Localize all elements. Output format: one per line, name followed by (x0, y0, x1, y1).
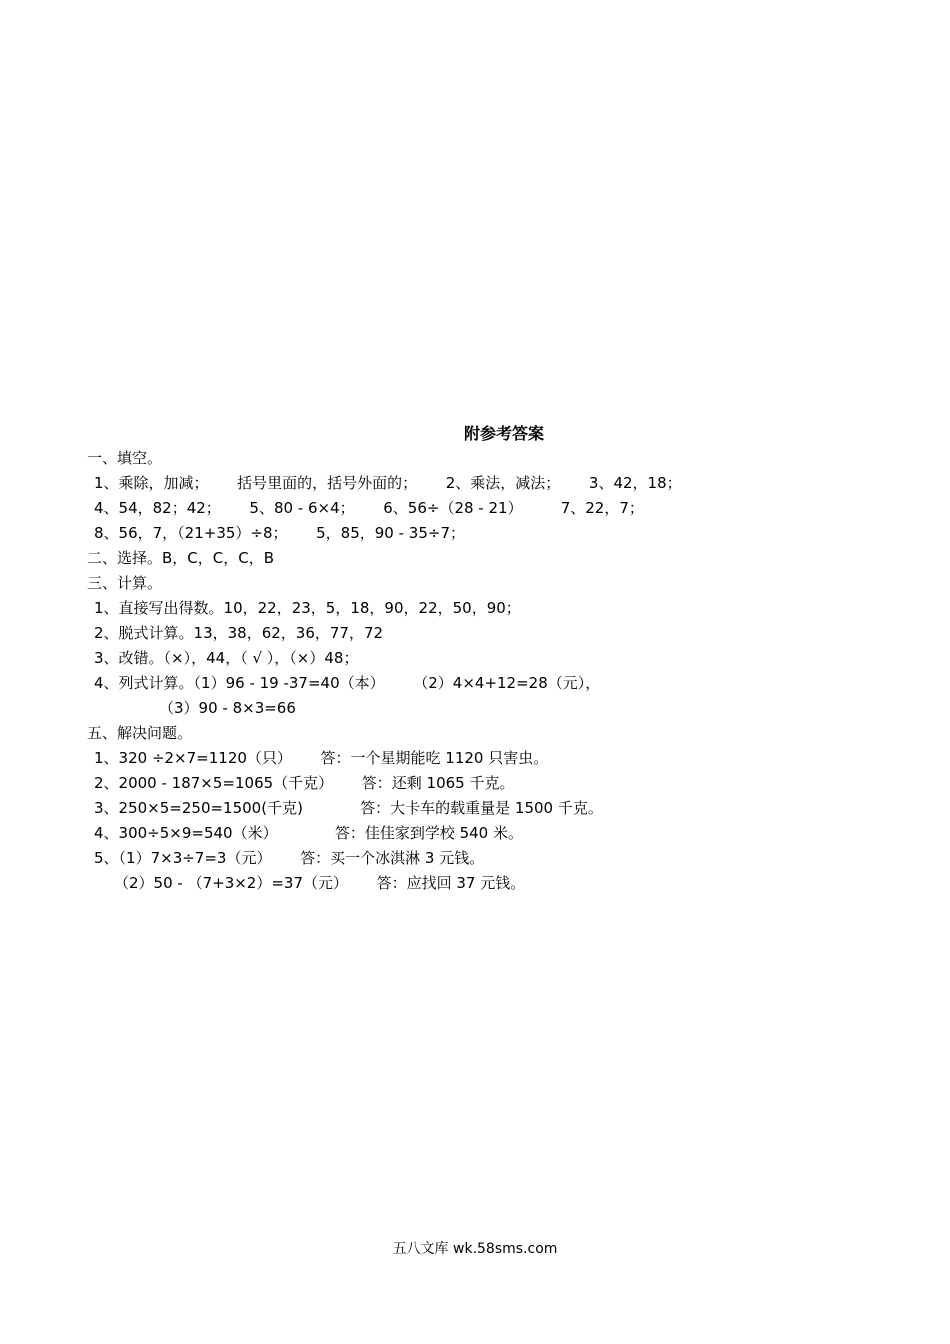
answer-line: 2、2000 - 187×5=1065（千克） 答：还剩 1065 千克。 (94, 774, 515, 792)
section-heading-calculation: 三、计算。 (87, 574, 163, 592)
answer-line: 1、直接写出得数。10，22，23，5，18，90，22，50，90； (94, 599, 521, 617)
answer-line: 5、（1）7×3÷7=3（元） 答：买一个冰淇淋 3 元钱。 (94, 849, 485, 867)
footer-watermark: 五八文库 wk.58sms.com (392, 1241, 558, 1257)
answer-line: （3）90 - 8×3=66 (159, 699, 296, 717)
answer-line: 3、250×5=250=1500(千克) 答：大卡车的载重量是 1500 千克。 (94, 799, 603, 817)
answer-line: 4、54，82；42； 5、80 - 6×4； 6、56÷（28 - 21） 7、22，7； (94, 499, 644, 517)
answer-line: 4、300÷5×9=540（米） 答：佳佳家到学校 540 米。 (94, 824, 523, 842)
answer-line: 1、乘除，加减； 括号里面的，括号外面的； 2、乘法，减法； 3、42，18； (94, 474, 682, 492)
answer-line: 4、列式计算。（1）96 - 19 -37=40（本） （2）4×4+12=28（元）， (94, 674, 601, 692)
section-heading-fill-blank: 一、填空。 (87, 449, 163, 467)
section-heading-choice: 二、选择。B，C，C，C，B (87, 549, 275, 567)
answer-line: 8、56，7，（21+35）÷8； 5，85，90 - 35÷7； (94, 524, 466, 542)
document-title: 附参考答案 (463, 424, 544, 443)
answer-line: （2）50 - （7+3×2）=37（元） 答：应找回 37 元钱。 (114, 874, 526, 892)
answer-line: 3、改错。（×），44，（ √ ），（×）48； (94, 649, 359, 667)
answer-line: 1、320 ÷2×7=1120（只） 答：一个星期能吃 1120 只害虫。 (94, 749, 549, 767)
answer-content (87, 446, 887, 896)
section-heading-problem-solving: 五、解决问题。 (87, 724, 193, 742)
answer-line: 2、脱式计算。13，38，62，36，77，72 (94, 624, 384, 642)
